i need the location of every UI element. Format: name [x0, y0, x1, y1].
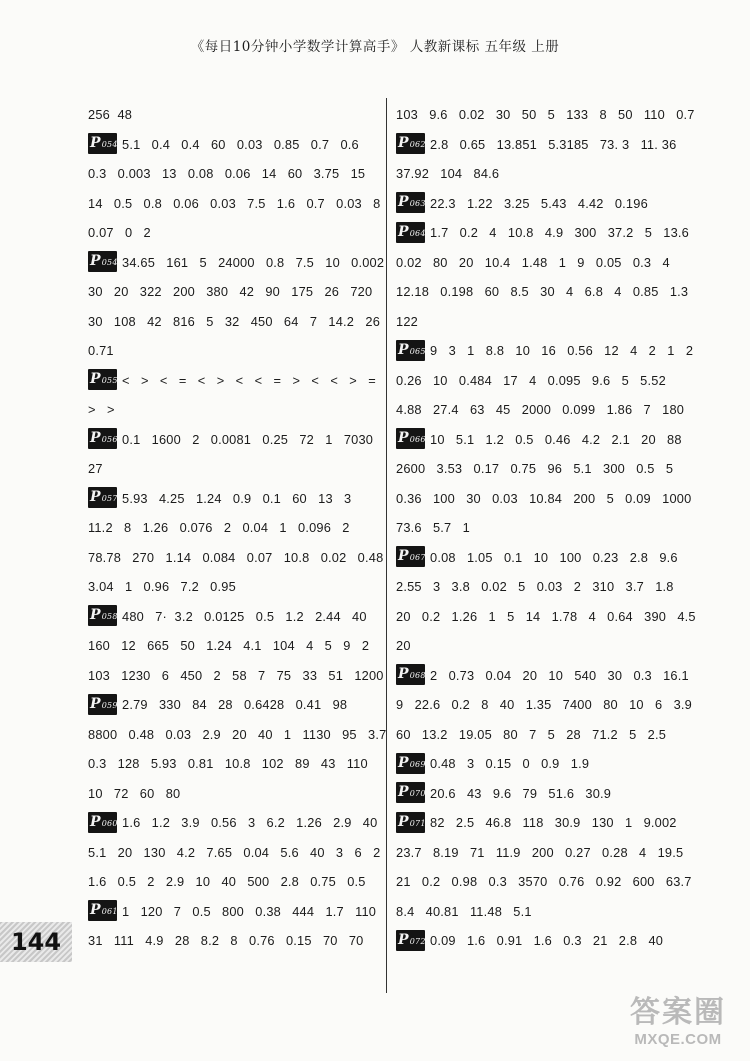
- page-number: 144: [0, 922, 72, 962]
- page-ref-badge: [396, 930, 425, 951]
- answer-line: [88, 779, 380, 809]
- badge-number: 062: [409, 140, 426, 150]
- badge-letter: P: [398, 548, 409, 565]
- answer-line: [396, 366, 726, 396]
- badge-letter: P: [90, 430, 101, 447]
- answer-values: 0.1 1600 2 0.0081 0.25 72 1 7030: [122, 431, 374, 447]
- answer-line: [396, 189, 726, 219]
- page-ref-badge: [396, 192, 425, 213]
- answer-values: 20.6 43 9.6 79 51.6 30.9: [430, 785, 612, 801]
- page-ref-badge: [396, 428, 425, 449]
- badge-number: 072: [409, 936, 426, 946]
- answer-values: 1.7 0.2 4 10.8 4.9 300 37.2 5 13.6: [430, 225, 690, 240]
- answer-values: 122: [396, 313, 418, 329]
- answer-values: 30 20 322 200 380 42 90 175 26 720: [88, 284, 373, 299]
- left-answer-column: [88, 100, 387, 956]
- answer-line: [88, 749, 380, 779]
- answer-line: [88, 425, 380, 455]
- answer-values: 2.79 330 84 28 0.6428 0.41 98: [122, 697, 348, 712]
- badge-letter: P: [398, 194, 409, 211]
- answer-line: [396, 779, 726, 809]
- badge-number: 071: [409, 818, 426, 828]
- answer-values: 0.09 1.6 0.91 1.6 0.3 21 2.8 40: [430, 933, 664, 948]
- answer-values: 0.08 1.05 0.1 10 100 0.23 2.8 9.6: [430, 549, 678, 565]
- answer-values: 3.04 1 0.96 7.2 0.95: [88, 579, 236, 594]
- badge-letter: P: [90, 253, 101, 270]
- answer-values: 1.6 1.2 3.9 0.56 3 6.2 1.26 2.9 40: [122, 815, 378, 830]
- answer-values: 103 9.6 0.02 30 50 5 133 8 50 110 0.7: [396, 107, 695, 122]
- answer-values: 2.8 0.65 13.851 5.3185 73. 3 11. 36: [430, 136, 677, 152]
- badge-letter: P: [90, 695, 101, 712]
- answer-line: [396, 159, 726, 189]
- page-ref-badge: [396, 340, 425, 361]
- answer-line: [88, 720, 387, 750]
- answer-line: [88, 277, 380, 307]
- answer-values: 14 0.5 0.8 0.06 0.03 7.5 1.6 0.7 0.03 8: [88, 195, 381, 211]
- badge-number: 066: [409, 435, 426, 445]
- answer-line: [396, 897, 726, 927]
- badge-number: 054: [101, 258, 118, 268]
- answer-line: [396, 277, 726, 307]
- answer-values: > >: [88, 402, 115, 417]
- answer-line: [396, 572, 726, 602]
- badge-number: 060: [101, 818, 118, 828]
- answer-values: 78.78 270 1.14 0.084 0.07 10.8 0.02 0.48: [88, 549, 384, 565]
- answer-values: 20 0.2 1.26 1 5 14 1.78 4 0.64 390 4.5: [396, 608, 696, 624]
- answer-values: 22.3 1.22 3.25 5.43 4.42 0.196: [430, 195, 648, 211]
- answer-line: [396, 808, 726, 838]
- badge-number: 055: [101, 376, 118, 386]
- badge-letter: P: [90, 607, 101, 624]
- answer-line: [396, 838, 726, 868]
- page-ref-badge: [88, 487, 117, 508]
- answer-line: [88, 248, 385, 278]
- answer-line: [88, 100, 380, 130]
- answer-line: [88, 602, 380, 632]
- answer-line: [88, 838, 380, 868]
- badge-number: 064: [409, 228, 426, 238]
- watermark-url: MXQE.COM: [634, 1031, 722, 1048]
- answer-values: 2.55 3 3.8 0.02 5 0.03 2 310 3.7 1.8: [396, 579, 674, 594]
- badge-number: 070: [409, 789, 426, 799]
- page-ref-badge: [88, 812, 117, 833]
- page-header: 《每日10分钟小学数学计算高手》 人教新课标 五年级 上册: [190, 39, 560, 55]
- answer-values: 9 22.6 0.2 8 40 1.35 7400 80 10 6 3.9: [396, 697, 692, 712]
- answer-values: 256 48: [88, 107, 133, 122]
- badge-letter: P: [398, 666, 409, 683]
- badge-letter: P: [90, 371, 101, 388]
- answer-values: 0.36 100 30 0.03 10.84 200 5 0.09 1000: [396, 490, 692, 506]
- answer-values: 12.18 0.198 60 8.5 30 4 6.8 4 0.85 1.3: [396, 284, 689, 299]
- page-ref-badge: [396, 133, 425, 154]
- answer-values: 5.93 4.25 1.24 0.9 0.1 60 13 3: [122, 490, 352, 506]
- answer-values: 4.88 27.4 63 45 2000 0.099 1.86 7 180: [396, 402, 685, 417]
- badge-letter: P: [398, 931, 409, 948]
- answer-values: 10 72 60 80: [88, 785, 181, 801]
- answer-line: [396, 100, 726, 130]
- badge-number: 059: [101, 700, 118, 710]
- answer-line: [88, 366, 380, 396]
- answer-line: [88, 513, 380, 543]
- page-ref-badge: [396, 546, 425, 567]
- answer-values: 0.48 3 0.15 0 0.9 1.9: [430, 756, 590, 771]
- answer-values: 2 0.73 0.04 20 10 540 30 0.3 16.1: [430, 667, 689, 683]
- answer-line: [88, 189, 380, 219]
- answer-line: [396, 513, 726, 543]
- answer-values: 0.71: [88, 343, 114, 358]
- badge-letter: P: [90, 489, 101, 506]
- answer-values: 0.3 0.003 13 0.08 0.06 14 60 3.75 15: [88, 166, 366, 181]
- answer-line: [88, 307, 380, 337]
- answer-line: [396, 690, 726, 720]
- answer-line: [396, 425, 726, 455]
- right-answer-column: [396, 100, 726, 956]
- page-ref-badge: [88, 694, 117, 715]
- answer-line: [396, 720, 726, 750]
- badge-number: 069: [409, 759, 426, 769]
- answer-values: 0.26 10 0.484 17 4 0.095 9.6 5 5.52: [396, 372, 666, 388]
- answer-values: 5.1 20 130 4.2 7.65 0.04 5.6 40 3 6 2: [88, 844, 381, 860]
- answer-values: 10 5.1 1.2 0.5 0.46 4.2 2.1 20 88: [430, 431, 682, 447]
- answer-values: 73.6 5.7 1: [396, 520, 470, 535]
- answer-values: 30 108 42 816 5 32 450 64 7 14.2 26: [88, 313, 381, 329]
- badge-number: 054: [101, 140, 118, 150]
- answer-line: [88, 395, 380, 425]
- badge-number: 058: [101, 612, 118, 622]
- answer-line: [396, 395, 726, 425]
- answer-values: 2600 3.53 0.17 0.75 96 5.1 300 0.5 5: [396, 461, 674, 476]
- answer-line: [88, 690, 380, 720]
- badge-letter: P: [90, 135, 101, 152]
- answer-line: [88, 484, 380, 514]
- badge-letter: P: [398, 341, 409, 358]
- badge-number: 067: [409, 553, 426, 563]
- answer-line: [396, 631, 726, 661]
- answer-line: [396, 218, 726, 248]
- answer-values: 1.6 0.5 2 2.9 10 40 500 2.8 0.75 0.5: [88, 874, 366, 889]
- answer-values: 31 111 4.9 28 8.2 8 0.76 0.15 70 70: [88, 933, 364, 948]
- page-ref-badge: [396, 812, 425, 833]
- answer-line: [396, 867, 726, 897]
- answer-values: 82 2.5 46.8 118 30.9 130 1 9.002: [430, 815, 677, 830]
- answer-line: [396, 543, 726, 573]
- answer-values: 0.07 0 2: [88, 225, 151, 240]
- page-ref-badge: [396, 782, 425, 803]
- page-ref-badge: [88, 428, 117, 449]
- answer-line: [396, 602, 726, 632]
- page-ref-badge: [88, 251, 117, 272]
- answer-values: 160 12 665 50 1.24 4.1 104 4 5 9 2: [88, 638, 370, 653]
- page-ref-badge: [88, 605, 117, 626]
- answer-values: 37.92 104 84.6: [396, 166, 500, 181]
- answer-line: [88, 543, 384, 573]
- badge-letter: P: [398, 223, 409, 240]
- answer-line: [88, 572, 380, 602]
- badge-number: 057: [101, 494, 118, 504]
- answer-values: 8800 0.48 0.03 2.9 20 40 1 1130 95 3.7: [88, 726, 387, 742]
- answer-line: [396, 484, 726, 514]
- page-ref-badge: [396, 753, 425, 774]
- badge-letter: P: [398, 430, 409, 447]
- answer-values: 1 120 7 0.5 800 0.38 444 1.7 110: [122, 903, 377, 919]
- answer-values: 9 3 1 8.8 10 16 0.56 12 4 2 1 2: [430, 343, 694, 358]
- answer-values: 8.4 40.81 11.48 5.1: [396, 903, 532, 919]
- watermark-logo-text: 答案圈: [630, 995, 726, 1030]
- badge-number: 065: [409, 346, 426, 356]
- badge-number: 056: [101, 435, 118, 445]
- watermark: [612, 996, 744, 1056]
- answer-values: 27: [88, 461, 103, 476]
- answer-values: 21 0.2 0.98 0.3 3570 0.76 0.92 600 63.7: [396, 874, 692, 889]
- answer-line: [88, 897, 380, 927]
- answer-line: [396, 307, 726, 337]
- answer-values: 0.02 80 20 10.4 1.48 1 9 0.05 0.3 4: [396, 254, 670, 270]
- answer-values: 23.7 8.19 71 11.9 200 0.27 0.28 4 19.5: [396, 844, 684, 860]
- badge-letter: P: [398, 813, 409, 830]
- answer-values: 0.3 128 5.93 0.81 10.8 102 89 43 110: [88, 756, 368, 771]
- page-ref-badge: [396, 222, 425, 243]
- answer-line: [88, 926, 380, 956]
- badge-number: 061: [101, 907, 118, 917]
- answer-line: [396, 248, 726, 278]
- answer-values: 60 13.2 19.05 80 7 5 28 71.2 5 2.5: [396, 726, 667, 742]
- answer-values: 103 1230 6 450 2 58 7 75 33 51 1200: [88, 667, 384, 683]
- answer-values: 480 7· 3.2 0.0125 0.5 1.2 2.44 40: [122, 608, 367, 624]
- answer-line: [396, 130, 726, 160]
- badge-number: 063: [409, 199, 426, 209]
- answer-line: [88, 808, 380, 838]
- answer-values: 20: [396, 638, 411, 653]
- badge-letter: P: [398, 784, 409, 801]
- page-ref-badge: [88, 369, 117, 390]
- column-divider: [386, 98, 387, 993]
- page-ref-badge: [88, 900, 117, 921]
- badge-number: 068: [409, 671, 426, 681]
- answer-line: [88, 454, 380, 484]
- answer-line: [396, 661, 726, 691]
- answer-line: [396, 454, 726, 484]
- answer-line: [88, 661, 384, 691]
- badge-letter: P: [90, 902, 101, 919]
- badge-letter: P: [398, 135, 409, 152]
- answer-values: 5.1 0.4 0.4 60 0.03 0.85 0.7 0.6: [122, 136, 359, 152]
- answer-line: [88, 159, 380, 189]
- answer-line: [396, 336, 726, 366]
- badge-letter: P: [90, 813, 101, 830]
- answer-line: [396, 926, 726, 956]
- answer-line: [88, 631, 380, 661]
- answer-line: [88, 867, 380, 897]
- badge-letter: P: [398, 754, 409, 771]
- page-ref-badge: [88, 133, 117, 154]
- answer-values: 34.65 161 5 24000 0.8 7.5 10 0.002: [122, 254, 385, 270]
- answer-line: [88, 218, 380, 248]
- answer-line: [396, 749, 726, 779]
- answer-values: < > < = < > < < = > < < > =: [122, 372, 376, 388]
- answer-line: [88, 130, 380, 160]
- answer-values: 11.2 8 1.26 0.076 2 0.04 1 0.096 2: [88, 520, 350, 535]
- answer-line: [88, 336, 380, 366]
- page-ref-badge: [396, 664, 425, 685]
